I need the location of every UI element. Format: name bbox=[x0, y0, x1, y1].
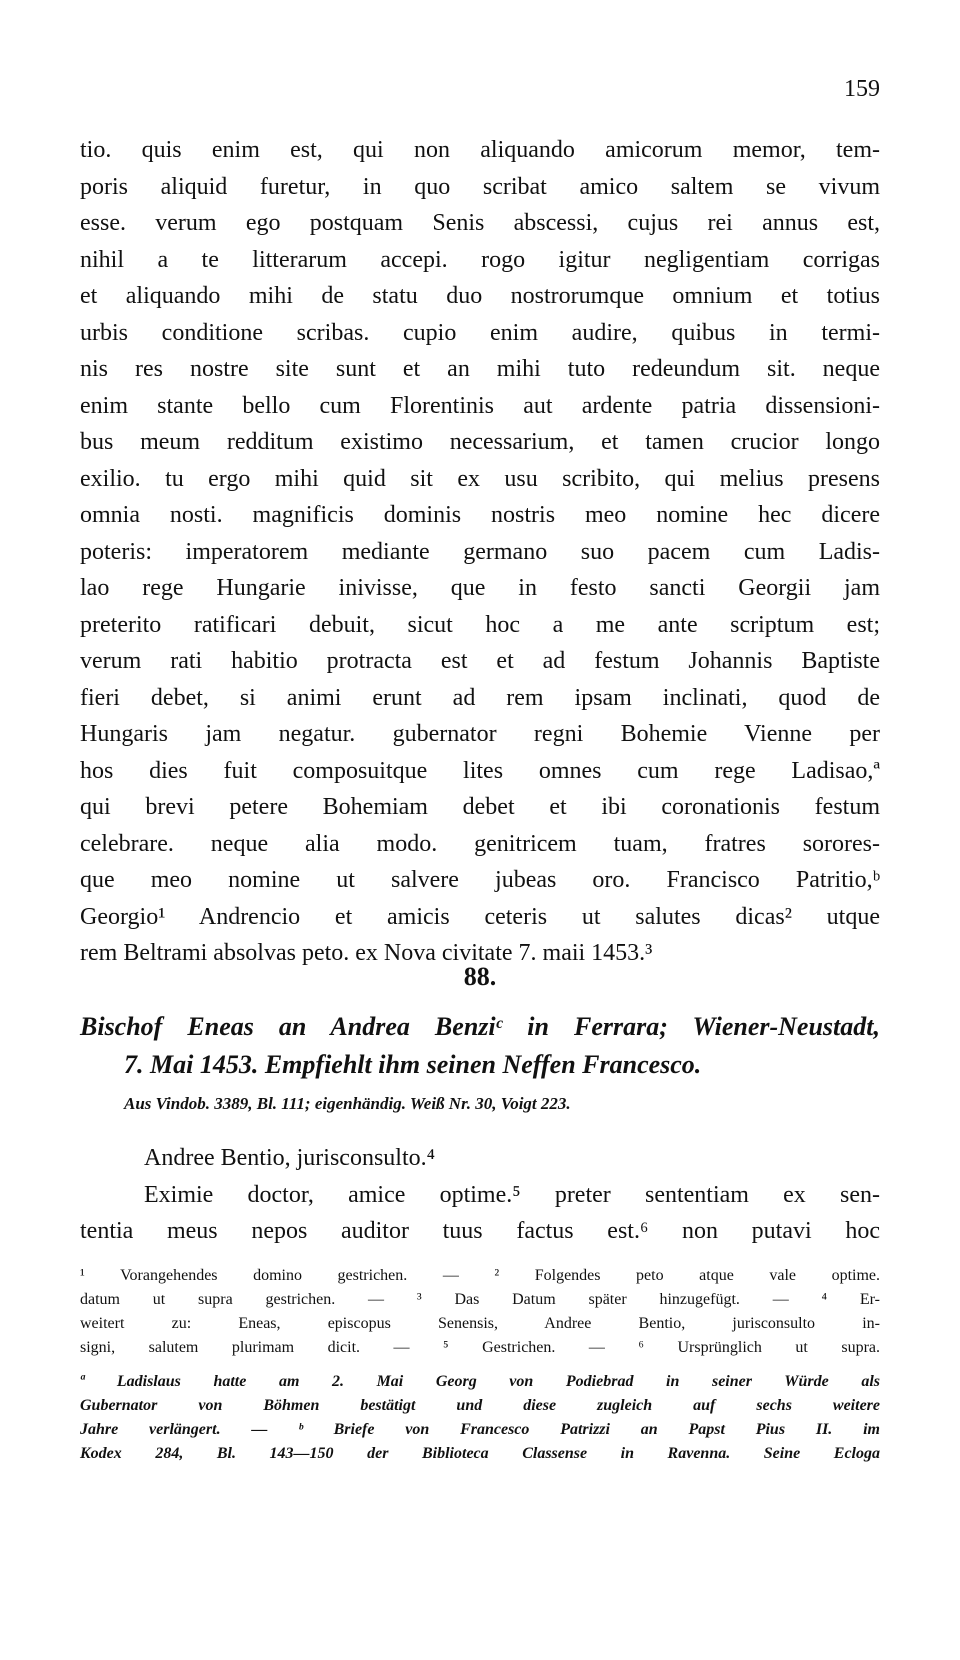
text-line: omnia nosti. magnificis dominis nostris meo nomine hec dicere bbox=[80, 502, 880, 528]
footnote-line: ª Ladislaus hatte am 2. Mai Georg von Podiebrad in seiner Würde als bbox=[80, 1373, 880, 1390]
text-line: preterito ratificari debuit, sicut hoc a me ante scriptum est; bbox=[80, 611, 880, 638]
text-line: hos dies fuit composuitque lites omnes cum rege Ladisao,ª bbox=[80, 757, 880, 784]
text-line: poris aliquid furetur, in quo scribat amico saltem se vivum bbox=[80, 173, 880, 200]
text-line: Hungaris jam negatur. gubernator regni Bohemie Vienne per bbox=[80, 721, 880, 747]
text-line: bus meum redditum existimo necessarium, et tamen crucior longo bbox=[80, 429, 880, 455]
page-number: 159 bbox=[844, 76, 880, 102]
text-line: celebrare. neque alia modo. genitricem tuam, fratres sorores- bbox=[80, 830, 880, 857]
footnote-line: signi, salutem plurimam dicit. — ⁵ Gestrichen. — ⁶ Ursprünglich ut supra. bbox=[80, 1339, 880, 1356]
footnote-line: Kodex 284, Bl. 143—150 der Biblioteca Classense in Ravenna. Seine Ecloga bbox=[80, 1445, 880, 1462]
footnote-line: Jahre verlängert. — ᵇ Briefe von Francesco Patrizzi an Papst Pius II. im bbox=[80, 1421, 880, 1438]
text-line: tio. quis enim est, qui non aliquando amicorum memor, tem- bbox=[80, 137, 880, 163]
letter-text bbox=[80, 1140, 880, 1250]
text-line: fieri debet, si animi erunt ad rem ipsam inclinati, quod de bbox=[80, 684, 880, 711]
footnote-line: datum ut supra gestrichen. — ³ Das Datum später hinzugefügt. — ⁴ Er- bbox=[80, 1291, 880, 1308]
heading-line: Bischof Eneas an Andrea Benziᶜ in Ferrara; Wiener-Neustadt, bbox=[80, 1012, 880, 1041]
main-text bbox=[80, 132, 880, 972]
text-line: et aliquando mihi de statu duo nostrorumque omnium et totius bbox=[80, 283, 880, 309]
text-line: enim stante bello cum Florentinis aut ardente patria dissensioni- bbox=[80, 392, 880, 419]
footnotes-alpha bbox=[80, 1370, 880, 1466]
footnotes-numeric bbox=[80, 1264, 880, 1360]
salutation-line: Andree Bentio, jurisconsulto.⁴ bbox=[144, 1145, 435, 1171]
footnote-line: Gubernator von Böhmen bestätigt und diese zugleich auf sechs weitere bbox=[80, 1397, 880, 1414]
text-line: verum rati habitio protracta est et ad festum Johannis Baptiste bbox=[80, 648, 880, 674]
text-line: rem Beltrami absolvas peto. ex Nova civitate 7. maii 1453.³ bbox=[80, 940, 653, 966]
text-line: esse. verum ego postquam Senis abscessi, cujus rei annus est, bbox=[80, 210, 880, 236]
text-line: urbis conditione scribas. cupio enim audire, quibus in termi- bbox=[80, 319, 880, 346]
text-line: Georgio¹ Andrencio et amicis ceteris ut salutes dicas² utque bbox=[80, 903, 880, 930]
text-line: lao rege Hungarie inivisse, que in festo sancti Georgii jam bbox=[80, 575, 880, 601]
text-line: qui brevi petere Bohemiam debet et ibi coronationis festum bbox=[80, 794, 880, 820]
text-line: exilio. tu ergo mihi quid sit ex usu scribito, qui melius presens bbox=[80, 465, 880, 492]
text-line: que meo nomine ut salvere jubeas oro. Francisco Patritio,ᵇ bbox=[80, 867, 880, 893]
text-line: nihil a te litterarum accepi. rogo igitur negligentiam corrigas bbox=[80, 246, 880, 273]
source-reference: Aus Vindob. 3389, Bl. 111; eigenhändig. Weiß Nr. 30, Voigt 223. bbox=[124, 1094, 571, 1113]
footnotes bbox=[80, 1264, 880, 1476]
text-line: tentia meus nepos auditor tuus factus est.⁶ non putavi hoc bbox=[80, 1218, 880, 1244]
letter-heading bbox=[80, 1008, 880, 1084]
text-line: poteris: imperatorem mediante germano suo pacem cum Ladis- bbox=[80, 538, 880, 565]
text-line: Eximie doctor, amice optime.⁵ preter sententiam ex sen- bbox=[144, 1181, 880, 1208]
text-line: nis res nostre site sunt et an mihi tuto redeundum sit. neque bbox=[80, 356, 880, 382]
footnote-line: ¹ Vorangehendes domino gestrichen. — ² Folgendes peto atque vale optime. bbox=[80, 1267, 880, 1284]
letter-number: 88. bbox=[463, 962, 497, 991]
heading-line: 7. Mai 1453. Empfiehlt ihm seinen Neffen Francesco. bbox=[124, 1050, 702, 1079]
footnote-line: weitert zu: Eneas, episcopus Senensis, Andree Bentio, jurisconsulto in- bbox=[80, 1315, 880, 1332]
